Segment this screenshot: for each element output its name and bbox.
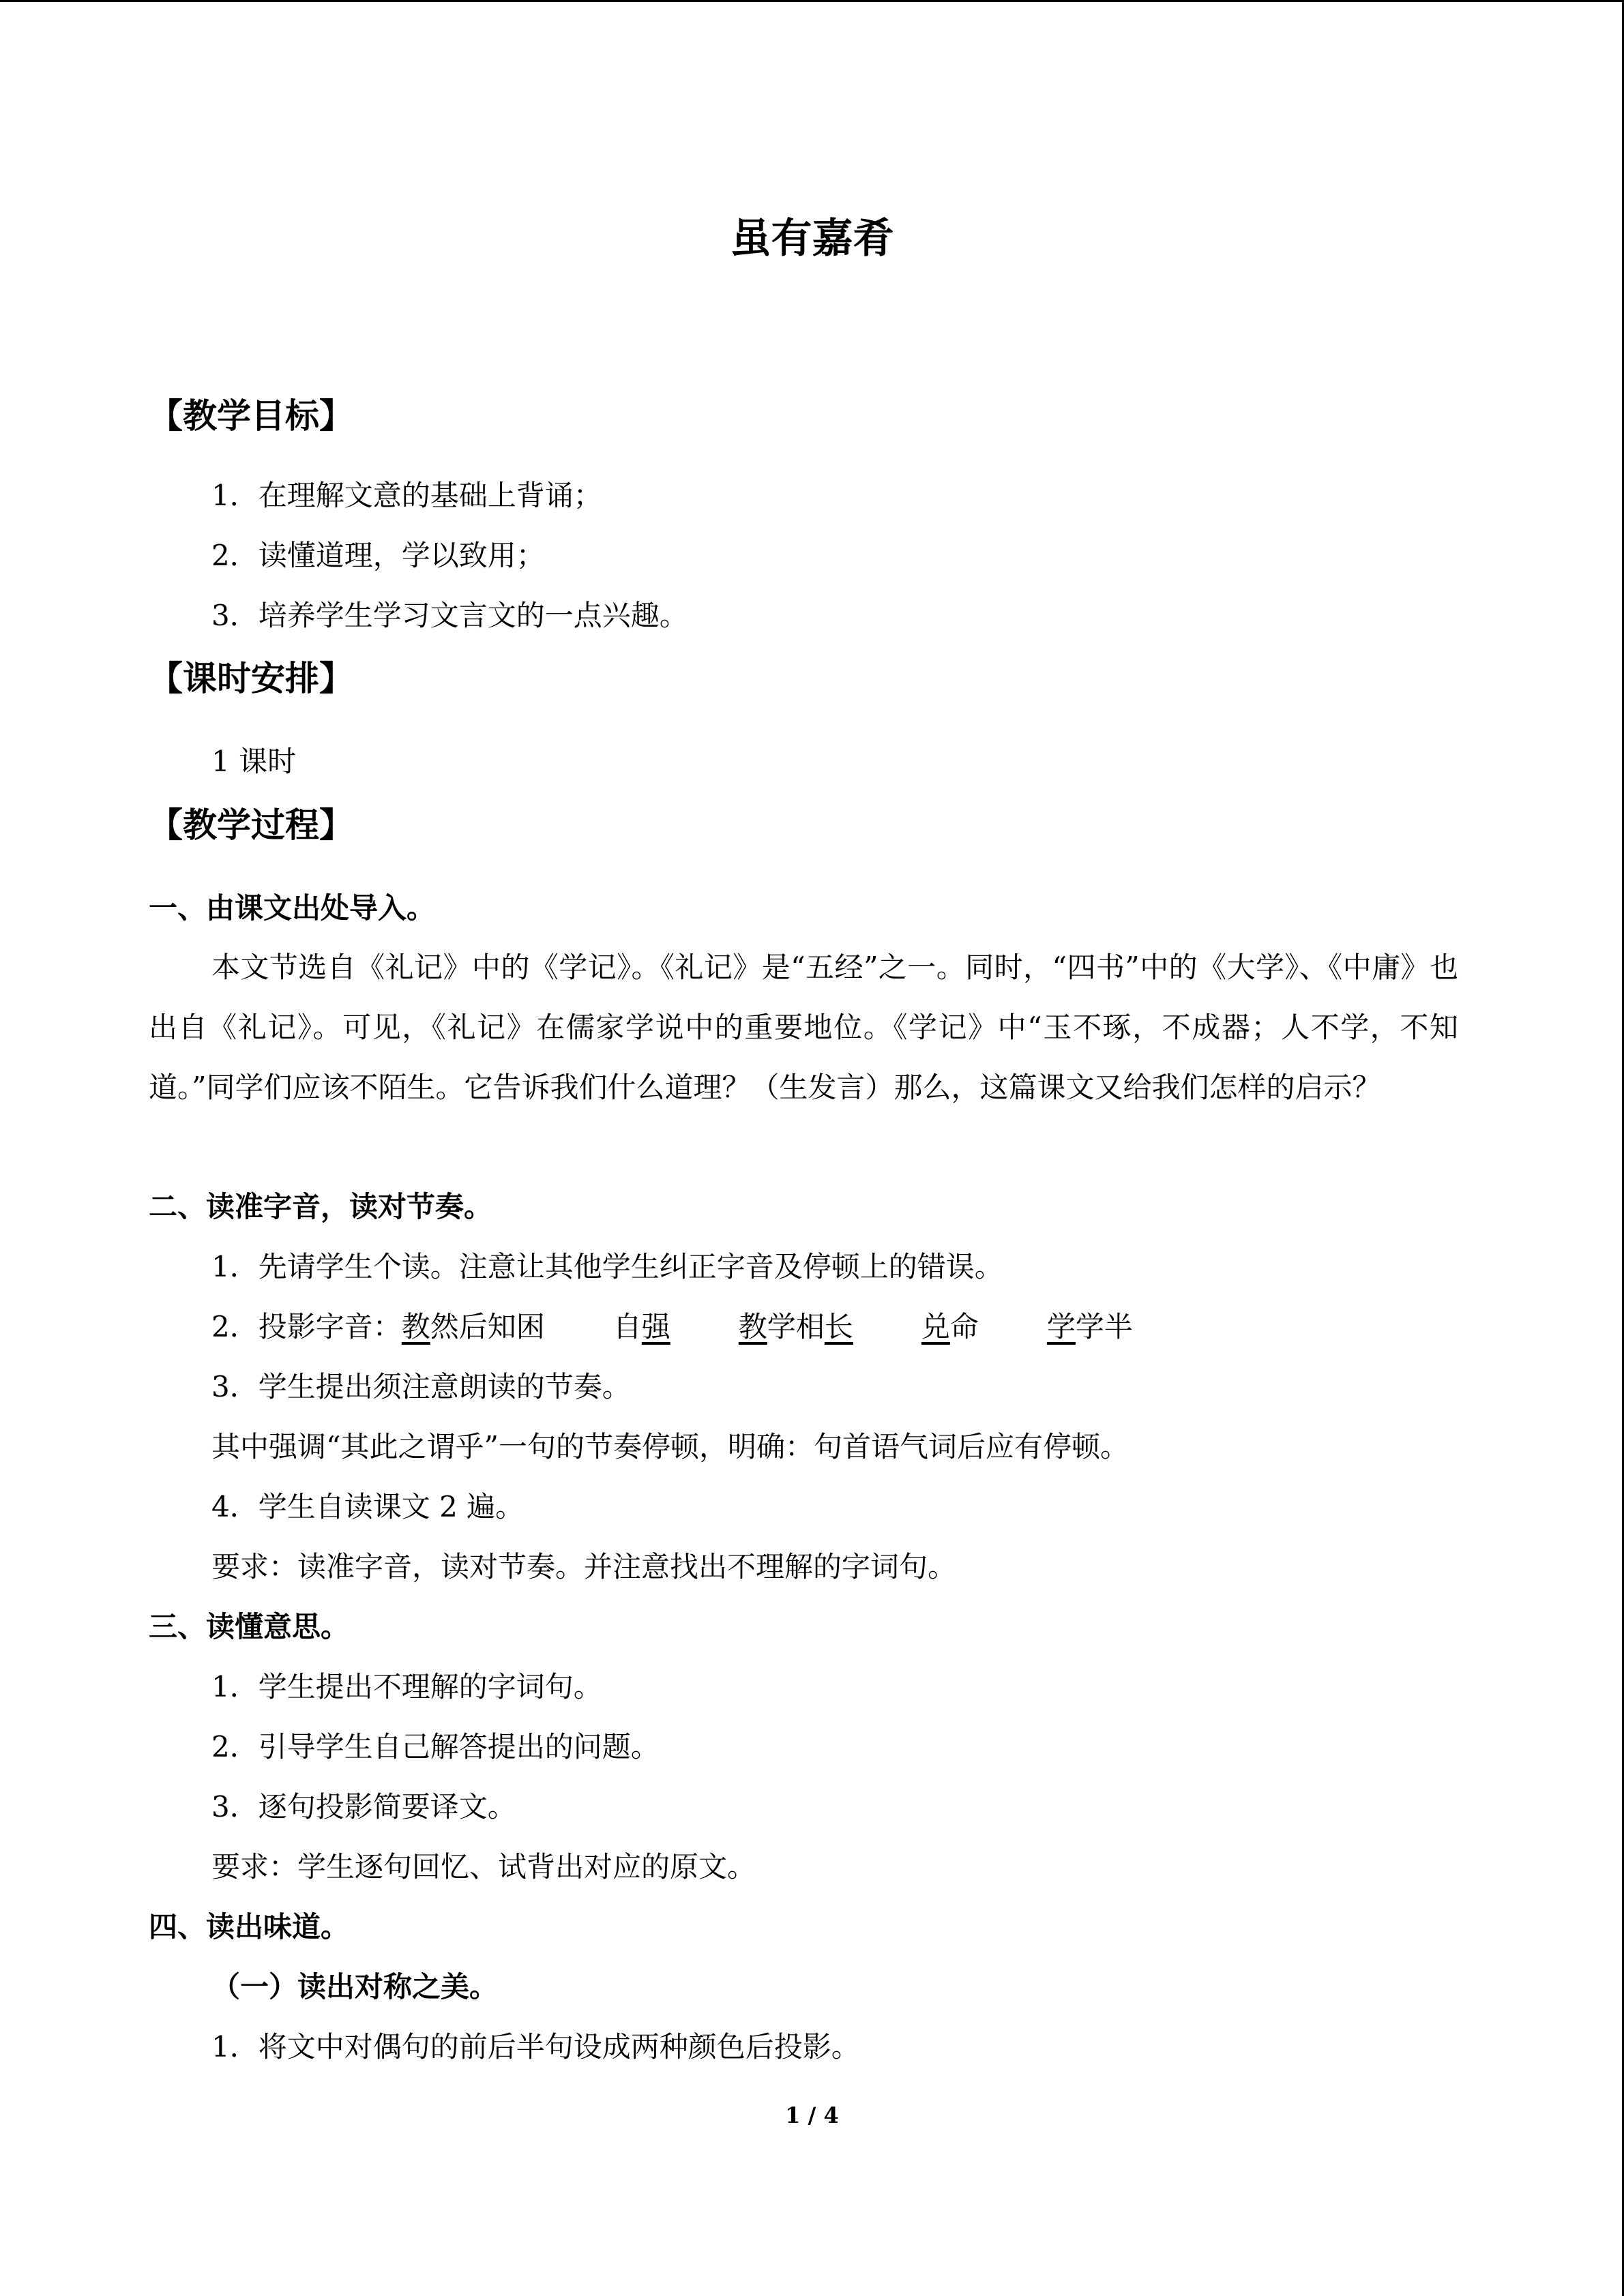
page-number: 1 / 4 xyxy=(785,2102,839,2128)
schedule-text: 1 课时 xyxy=(211,745,297,778)
part3-heading: 三、读懂意思。 xyxy=(149,1610,350,1643)
document-title: 虽有嘉肴 xyxy=(730,215,894,263)
objective-item-1: 1．在理解文意的基础上背诵； xyxy=(211,479,602,512)
part1-paragraph: 本文节选自《礼记》中的《学记》。《礼记》是“五经”之一。同时，“四书”中的《大学》、《中庸》也出自《礼记》。可见，《礼记》在儒家学说中的重要地位。《学记》中“玉不琢，不成器；人不学，不知道。”同学们应该不陌生。它告诉我们什么道理？（生发言）那么，这篇课文又给我们怎样的启示？ xyxy=(149,951,1458,1104)
part2-item-2-prefix: 2．投影字音： xyxy=(211,1310,402,1343)
part2-item-4-note: 要求：读准字音，读对节奏。并注意找出不理解的字词句。 xyxy=(211,1550,957,1583)
part2-item-2 xyxy=(211,1307,1133,1347)
pron-word-3-underlined-2: 长 xyxy=(824,1310,853,1343)
pron-word-5-underlined: 学 xyxy=(1046,1310,1076,1343)
part3-item-3: 3．逐句投影简要译文。 xyxy=(211,1790,516,1823)
part3-item-2: 2．引导学生自己解答提出的问题。 xyxy=(211,1730,660,1763)
part1-heading: 一、由课文出处导入。 xyxy=(149,891,436,925)
pron-word-1-rest: 然后知困 xyxy=(430,1310,545,1343)
part4-item-1: 1．将文中对偶句的前后半句设成两种颜色后投影。 xyxy=(211,2030,860,2063)
objective-item-2: 2．读懂道理，学以致用； xyxy=(211,539,545,572)
pron-word-3-underlined: 教 xyxy=(738,1310,767,1343)
part2-item-3: 3．学生提出须注意朗读的节奏。 xyxy=(211,1370,631,1403)
part2-item-3-note: 其中强调“其此之谓乎”一句的节奏停顿，明确：句首语气词后应有停顿。 xyxy=(211,1430,1129,1463)
section-heading-process: 【教学过程】 xyxy=(149,805,353,845)
part2-item-4: 4．学生自读课文 2 遍。 xyxy=(211,1490,525,1523)
part4-heading: 四、读出味道。 xyxy=(149,1910,350,1943)
pron-word-2-underlined: 强 xyxy=(641,1310,670,1343)
pron-word-1-underlined: 教 xyxy=(401,1310,430,1343)
part2-heading: 二、读准字音，读对节奏。 xyxy=(149,1190,493,1223)
pron-word-2-pre: 自 xyxy=(612,1310,642,1343)
pron-word-4-rest: 命 xyxy=(949,1310,979,1343)
page-border-top xyxy=(0,0,1624,2)
part2-item-1: 1．先请学生个读。注意让其他学生纠正字音及停顿上的错误。 xyxy=(211,1250,1003,1283)
part3-note: 要求：学生逐句回忆、试背出对应的原文。 xyxy=(211,1850,756,1883)
part3-item-1: 1．学生提出不理解的字词句。 xyxy=(211,1670,602,1703)
objective-item-3: 3．培养学生学习文言文的一点兴趣。 xyxy=(211,599,688,632)
pron-word-4-underlined: 兑 xyxy=(921,1310,950,1343)
pron-word-5-rest: 学半 xyxy=(1075,1310,1133,1343)
pron-word-3-mid: 学相 xyxy=(767,1310,825,1343)
section-heading-objectives: 【教学目标】 xyxy=(149,396,353,436)
section-heading-schedule: 【课时安排】 xyxy=(149,659,353,698)
part4-subheading-1: （一）读出对称之美。 xyxy=(211,1970,499,2003)
